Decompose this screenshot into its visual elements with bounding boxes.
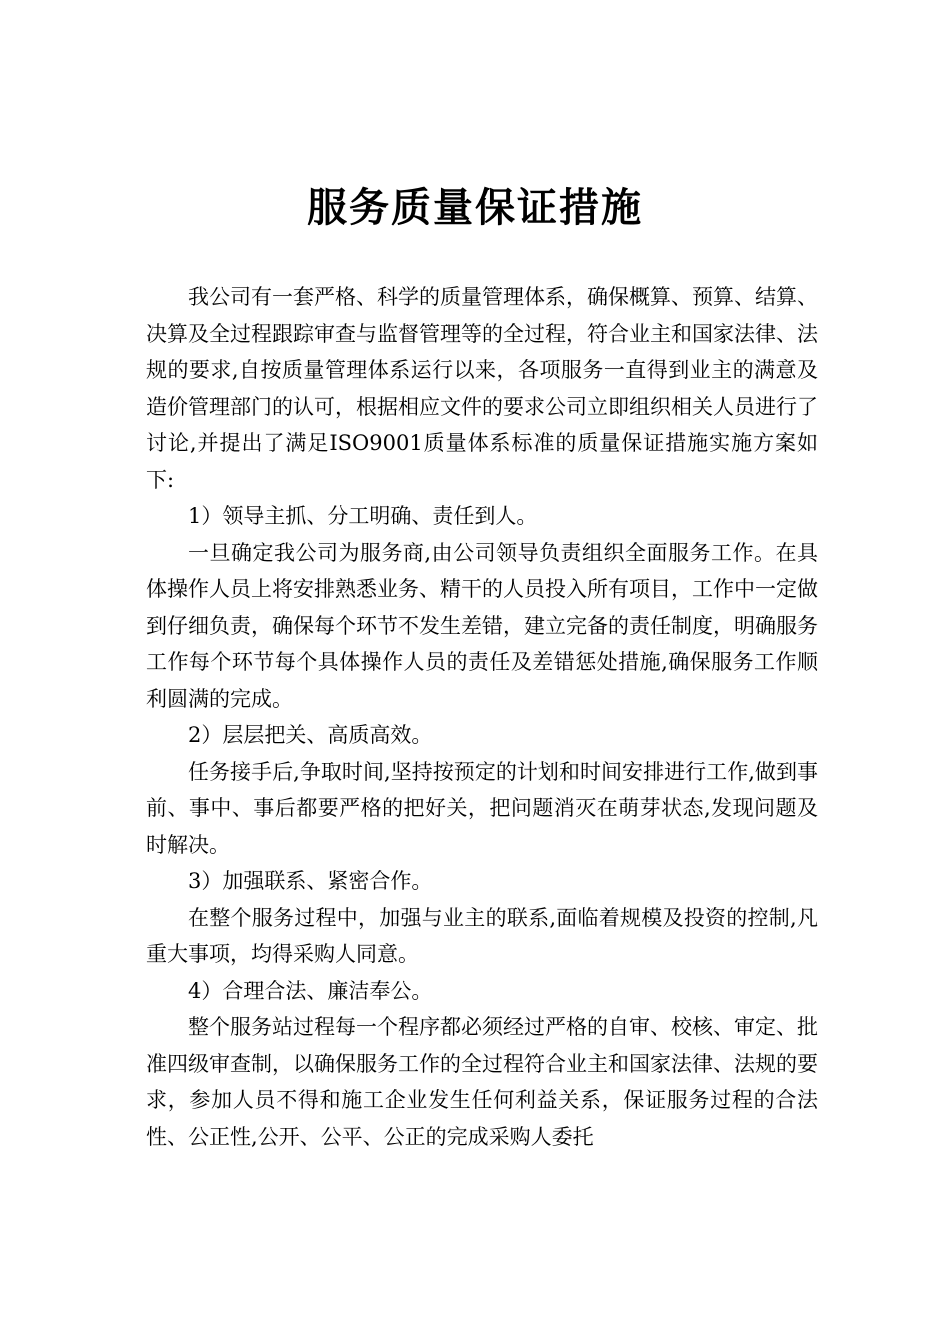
paragraph-section-1: 一旦确定我公司为服务商,由公司领导负责组织全面服务工作。在具体操作人员上将安排熟悉业务、精干的人员投入所有项目，工作中一定做到仔细负责，确保每个环节不发生差错，建立完备的责任制度，明确服务工作每个环节每个具体操作人员的责任及差错惩处措施,确保服务工作顺利圆满的完成。 [146,540,818,711]
paragraph-section-4: 整个服务站过程每一个程序都必须经过严格的自审、校核、审定、批准四级审查制，以确保服务工作的全过程符合业主和国家法律、法规的要求，参加人员不得和施工企业发生任何利益关系，保证服务过程的合法性、公正性,公开、公平、公正的完成采购人委托 [146,1015,818,1149]
paragraph-section-3: 在整个服务过程中，加强与业主的联系,面临着规模及投资的控制,凡重大事项，均得采购人同意。 [146,905,818,966]
paragraph-heading-3: 3）加强联系、紧密合作。 [188,869,433,893]
document-title: 服务质量保证措施 [307,184,643,231]
document-body [146,279,818,1155]
paragraph-intro: 我公司有一套严格、科学的质量管理体系，确保概算、预算、结算、决算及全过程跟踪审查与监督管理等的全过程，符合业主和国家法律、法规的要求,自按质量管理体系运行以来，各项服务一直得到业主的满意及造价管理部门的认可，根据相应文件的要求公司立即组织相关人员进行了讨论,并提出了满足ISO9001质量体系标准的质量保证措施实施方案如下: [146,285,818,492]
paragraph-heading-2: 2）层层把关、高质高效。 [188,723,433,747]
paragraph-heading-4: 4）合理合法、廉洁奉公。 [188,978,433,1003]
paragraph-section-2: 任务接手后,争取时间,坚持按预定的计划和时间安排进行工作,做到事前、事中、事后都要严格的把好关，把问题消灭在萌芽状态,发现问题及时解决。 [146,759,818,857]
paragraph-heading-1: 1）领导主抓、分工明确、责任到人。 [188,504,538,528]
